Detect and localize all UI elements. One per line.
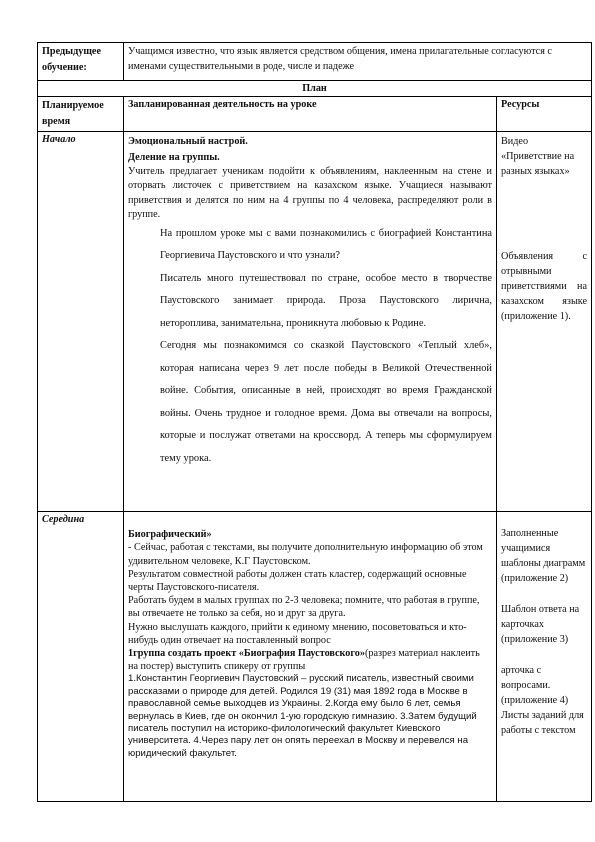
middle-task-bold: 1группа создать проект «Биография Паустовского»	[128, 648, 365, 660]
middle-resource-sheets: Листы заданий для работы с текстом	[501, 710, 584, 737]
prev-learning-label: Предыдущее обучение:	[38, 43, 124, 81]
middle-para-listen: Нужно выслушать каждого, прийти к единому мнению, посоветоваться и кто-нибудь один отвечает на поставленный вопрос	[128, 621, 467, 646]
header-time: Планируемое время	[38, 97, 124, 132]
start-heading-groups: Деление на группы.	[128, 152, 220, 164]
lesson-plan-table	[37, 42, 592, 802]
lesson-plan-page	[37, 42, 591, 802]
prev-learning-row	[38, 43, 592, 81]
plan-title-row	[38, 81, 592, 97]
middle-resource-answer: Шаблон ответа на карточках (приложение 3)	[501, 604, 580, 646]
start-label: Начало	[38, 132, 124, 512]
start-resources	[497, 132, 592, 512]
start-para-writer: Писатель много путешествовал по стране, особое место в творчестве Паустовского занимает природа. Проза Паустовского лирична, нетороплива, занимательна, проникнута любовью к Родине.	[160, 272, 492, 329]
middle-row	[38, 512, 592, 802]
middle-para-groups: Работать будем в малых группах по 2-3 человека; помните, что работая в группе, вы отвечаете не только за себя, но и друг за друга.	[128, 595, 480, 620]
start-resource-ads: Объявления с отрывными приветствиями на казахском языке (приложение 1).	[501, 251, 587, 323]
middle-label: Середина	[38, 512, 124, 802]
middle-activity	[124, 512, 497, 802]
middle-bio-text: 1.Константин Георгиевич Паустовский – русский писатель, известный своими рассказами о природе для детей. Родился 19 (31) мая 1892 года в Москве в православной семье выходцев из Украины. 2.Когда ему было 6 лет, семья вернулась в Киев, где он окончил 1-ую городскую гимназию. 3.Затем будущий писатель поступил на историко-филологический факультет Киевского университета. 4.Через пару лет он опять переехал в Москву и перевелся на юридический факультет.	[128, 673, 477, 759]
header-resources: Ресурсы	[497, 97, 592, 132]
header-activity: Запланированная деятельность на уроке	[124, 97, 497, 132]
start-resource-video: Видео «Приветствие на разных языках»	[501, 136, 575, 178]
middle-task	[128, 647, 492, 673]
start-heading-mood: Эмоциональный настрой.	[128, 136, 248, 148]
start-para-grouping: Учитель предлагает ученикам подойти к объявлениям, наклеенным на стене и оторвать листочек с приветствием на казахском языке. Учащиеся называют приветствия и делятся по ним на 4 группы по 4 человека, распределяют роли в группе.	[128, 165, 492, 221]
middle-para-cluster: Результатом совместной работы должен стать кластер, содержащий основные черты Паустовского-писателя.	[128, 568, 467, 594]
start-para-tale: Сегодня мы познакомимся со сказкой Паустовского «Теплый хлеб», которая написана через 9 лет после победы в Великой Отечественной войне. События, описанные в ней, происходят во время Гражданской войны. Очень трудное и голодное время. Дома вы отвечали на вопросы, которые и послужат ответами на кроссворд. А теперь мы сформулируем тему урока.	[160, 340, 492, 464]
start-para-review: На прошлом уроке мы с вами познакомились с биографией Константина Георгиевича Паустовского и что узнали?	[160, 227, 492, 262]
plan-title: План	[38, 81, 592, 97]
prev-learning-text: Учащимся известно, что язык является средством общения, имена прилагательные согласуются с именами существительными в роде, числе и падеже	[124, 43, 592, 81]
middle-resource-cards: арточка с вопросами. (приложение 4)	[501, 665, 569, 707]
middle-task-rest: (разрез материал наклеить на постер) выступить спикеру от группы	[128, 648, 480, 673]
middle-resource-diagrams: Заполненные учащимися шаблоны диаграмм (приложение 2)	[501, 528, 586, 585]
middle-resources	[497, 512, 592, 802]
middle-para-info: - Сейчас, работая с текстами, вы получите дополнительную информацию об этом удивительном человеке, К.Г Паустовском.	[128, 542, 483, 567]
header-row	[38, 97, 592, 132]
middle-heading: Биографический»	[128, 529, 212, 541]
start-row	[38, 132, 592, 512]
start-activity	[124, 132, 497, 512]
